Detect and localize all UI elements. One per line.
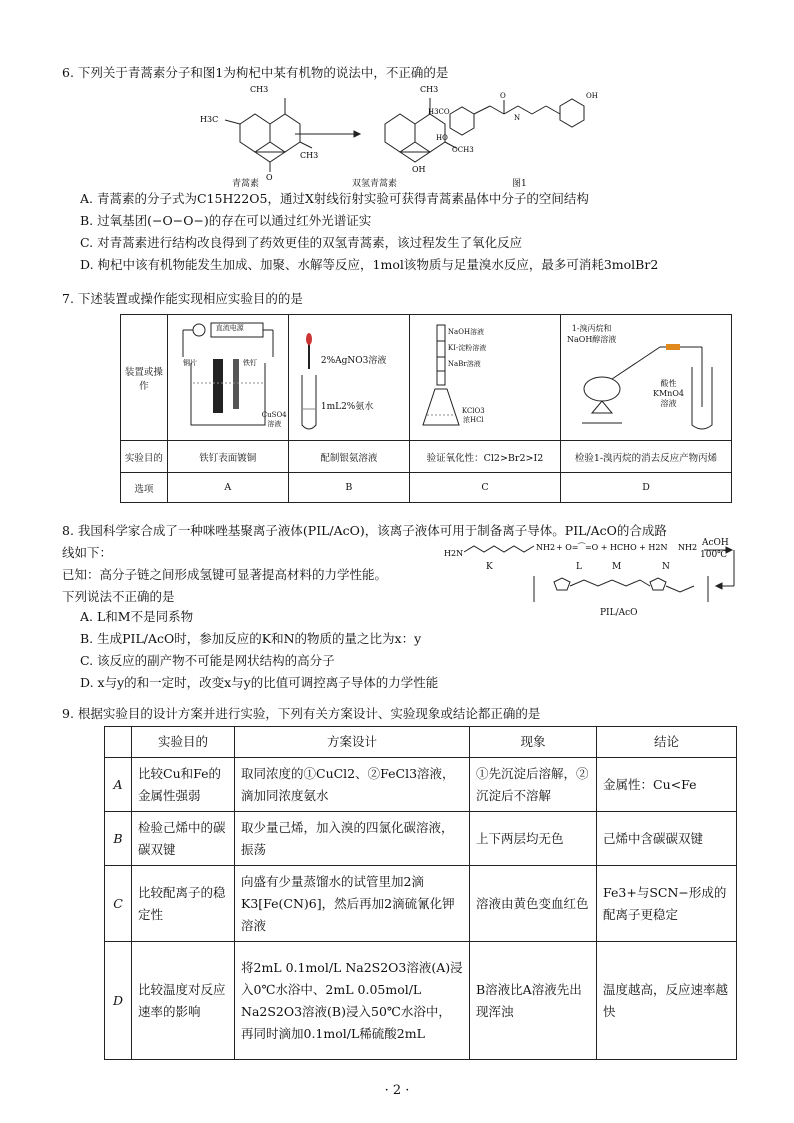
q8-stem-line1: 8. 我国科学家合成了一种咪唑基聚离子液体(PIL/AcO)，该离子液体可用于制备离子导体。PIL/AcO的合成路 [62, 523, 667, 538]
q7-row-label-purpose: 实验目的 [121, 441, 168, 473]
table-row [105, 812, 737, 866]
label-l: L [576, 562, 582, 572]
svg-text:O: O [500, 92, 506, 100]
q9-purpose-d: 比较温度对反应速率的影响 [132, 942, 235, 1060]
q9-conclusion-d: 温度越高，反应速率越快 [597, 942, 737, 1060]
label-agno3: 2%AgNO3溶液 [320, 356, 387, 366]
q6-options [62, 188, 742, 276]
svg-text:NH2: NH2 [536, 543, 556, 552]
svg-text:H3C: H3C [200, 115, 219, 124]
q7-purpose-a: 铁钉表面镀铜 [167, 441, 288, 473]
q7-stem: 7. 下述装置或操作能实现相应实验目的的是 [62, 291, 303, 306]
q8-stem-line2: 线如下： [62, 545, 113, 560]
svg-text:CH3: CH3 [420, 85, 439, 94]
label-qinghaosu: 青蒿素 [232, 179, 260, 189]
q9-table [104, 726, 737, 1060]
q6-option-b: B. 过氧基团(−O−O−)的存在可以通过红外光谱证实 [80, 213, 372, 228]
q9-design-d: 将2mL 0.1mol/L Na2S2O3溶液(A)浸入0℃水浴中、2mL 0.05mol/L Na2S2O3溶液(B)浸入50℃水浴中，再同时滴加0.1mol/L稀硫酸2mL [235, 942, 470, 1060]
svg-text:OCH3: OCH3 [452, 146, 474, 154]
q8-option-a: A. L和M不是同系物 [80, 609, 194, 624]
q8-known: 已知：高分子链之间形成氢键可显著提高材料的力学性能。 [62, 567, 388, 582]
q9-conclusion-b: 己烯中含碳碳双键 [597, 812, 737, 866]
q9-phenomenon-d: B溶液比A溶液先出现浑浊 [470, 942, 597, 1060]
label-pil: PIL/AcO [600, 608, 638, 618]
label-ki-starch: KI-淀粉溶液 [447, 344, 487, 352]
label-nabr: NaBr溶液 [447, 360, 481, 368]
q9-design-b: 取少量己烯，加入溴的四氯化碳溶液，振荡 [235, 812, 470, 866]
label-k: K [486, 562, 493, 572]
q9-header-phenomenon: 现象 [470, 727, 597, 758]
label-acoh: AcOH [702, 538, 729, 548]
q7-apparatus-b [288, 315, 409, 441]
q8-option-d: D. x与y的和一定时，改变x与y的比值可调控离子导体的力学性能 [80, 675, 439, 690]
q9-header-design: 方案设计 [235, 727, 470, 758]
q7-option-b: B [288, 473, 409, 503]
q9-phenomenon-b: 上下两层均无色 [470, 812, 597, 866]
dropper-testtube-icon [294, 317, 404, 435]
q7-option-c: C [409, 473, 560, 503]
q9-conclusion-a: 金属性：Cu<Fe [597, 758, 737, 812]
q9-conclusion-c: Fe3+与SCN−形成的配离子更稳定 [597, 866, 737, 942]
q7-apparatus-a [167, 315, 288, 441]
label-m: M [612, 562, 622, 572]
svg-text:+ O=⁀=O + HCHO + H2N: + O=⁀=O + HCHO + H2N [556, 543, 668, 552]
q8-option-b: B. 生成PIL/AcO时，参加反应的K和N的物质的量之比为x：y [80, 631, 422, 646]
q9-opt-a: A [105, 758, 132, 812]
q9-stem: 9. 根据实验目的设计方案并进行实验，下列有关方案设计、实验现象或结论都正确的是 [62, 706, 541, 721]
q9-header-conclusion: 结论 [597, 727, 737, 758]
svg-text:HO: HO [436, 134, 448, 142]
q7-apparatus-c [409, 315, 560, 441]
q9-purpose-c: 比较配离子的稳定性 [132, 866, 235, 942]
label-kmno4: 酸性 KMnO4 溶液 [653, 379, 684, 408]
svg-text:O: O [266, 173, 273, 182]
label-iron-nail: 铁钉 [242, 359, 257, 367]
label-temp: 100℃ [700, 550, 728, 560]
svg-text:OH: OH [412, 165, 426, 174]
q6-option-d: D. 枸杞中该有机物能发生加成、加聚、水解等反应，1mol该物质与足量溴水反应，最多可消耗3molBr2 [80, 257, 659, 272]
q7-purpose-d: 检验1-溴丙烷的消去反应产物丙烯 [561, 441, 732, 473]
q8-ask: 下列说法不正确的是 [62, 589, 175, 604]
q9-phenomenon-c: 溶液由黄色变血红色 [470, 866, 597, 942]
q9-purpose-b: 检验己烯中的碳碳双键 [132, 812, 235, 866]
q8-option-c: C. 该反应的副产物不可能是网状结构的高分子 [80, 653, 335, 668]
q7-apparatus-d [561, 315, 732, 441]
q9-design-c: 向盛有少量蒸馏水的试管里加2滴K3[Fe(CN)6]，然后再加2滴硫氰化钾溶液 [235, 866, 470, 942]
q8-options [62, 606, 742, 694]
q9-header-purpose: 实验目的 [132, 727, 235, 758]
label-dc-power: 直流电源 [215, 324, 244, 332]
svg-text:N: N [514, 114, 521, 122]
label-ammonia: 1mL2%氨水 [320, 402, 374, 412]
q7-option-d: D [561, 473, 732, 503]
label-cuso4: CuSO4 溶液 [261, 411, 287, 428]
q9-header-blank [105, 727, 132, 758]
svg-text:H3CO: H3CO [428, 108, 450, 116]
q7-row-label-option: 选项 [121, 473, 168, 503]
q7-table [120, 314, 732, 503]
svg-text:CH3: CH3 [300, 151, 319, 160]
label-kclo3: KClO3 浓HCl [461, 407, 485, 424]
table-row [105, 942, 737, 1060]
q6-option-c: C. 对青蒿素进行结构改良得到了药效更佳的双氢青蒿素，该过程发生了氧化反应 [80, 235, 523, 250]
svg-text:NH2: NH2 [678, 543, 698, 552]
label-naoh: NaOH溶液 [447, 328, 485, 336]
q9-header-row [105, 727, 737, 758]
q6-stem: 6. 下列关于青蒿素分子和图1为枸杞中某有机物的说法中，不正确的是 [62, 65, 449, 80]
svg-text:OH: OH [586, 92, 598, 100]
q7-option-a: A [167, 473, 288, 503]
table-row [105, 866, 737, 942]
q7-purpose-c: 验证氧化性：Cl2>Br2>I2 [409, 441, 560, 473]
label-bromopropane: 1-溴丙烷和 NaOH醇溶液 [567, 324, 617, 344]
table-row [105, 758, 737, 812]
q9-phenomenon-a: ①先沉淀后溶解，②沉淀后不溶解 [470, 758, 597, 812]
halogen-apparatus-icon [415, 317, 555, 435]
page-number: · 2 · [384, 1083, 410, 1098]
q6-option-a: A. 青蒿素的分子式为C15H22O5，通过X射线衍射实验可获得青蒿素晶体中分子的空间结构 [80, 191, 589, 206]
q9-opt-b: B [105, 812, 132, 866]
label-n: N [662, 562, 670, 572]
q9-opt-d: D [105, 942, 132, 1060]
svg-text:CH3: CH3 [250, 85, 269, 94]
q6-structures [200, 84, 620, 184]
label-shuangqing: 双氢青蒿素 [352, 179, 398, 189]
q7-row-label-apparatus: 装置或操作 [121, 315, 168, 441]
q9-design-a: 取同浓度的①CuCl2、②FeCl3溶液，滴加同浓度氨水 [235, 758, 470, 812]
q7-purpose-b: 配制银氨溶液 [288, 441, 409, 473]
q9-opt-c: C [105, 866, 132, 942]
svg-text:H2N: H2N [444, 549, 464, 558]
label-fig1: 图1 [512, 179, 527, 189]
q9-purpose-a: 比较Cu和Fe的金属性强弱 [132, 758, 235, 812]
label-copper: 铜片 [182, 359, 197, 367]
